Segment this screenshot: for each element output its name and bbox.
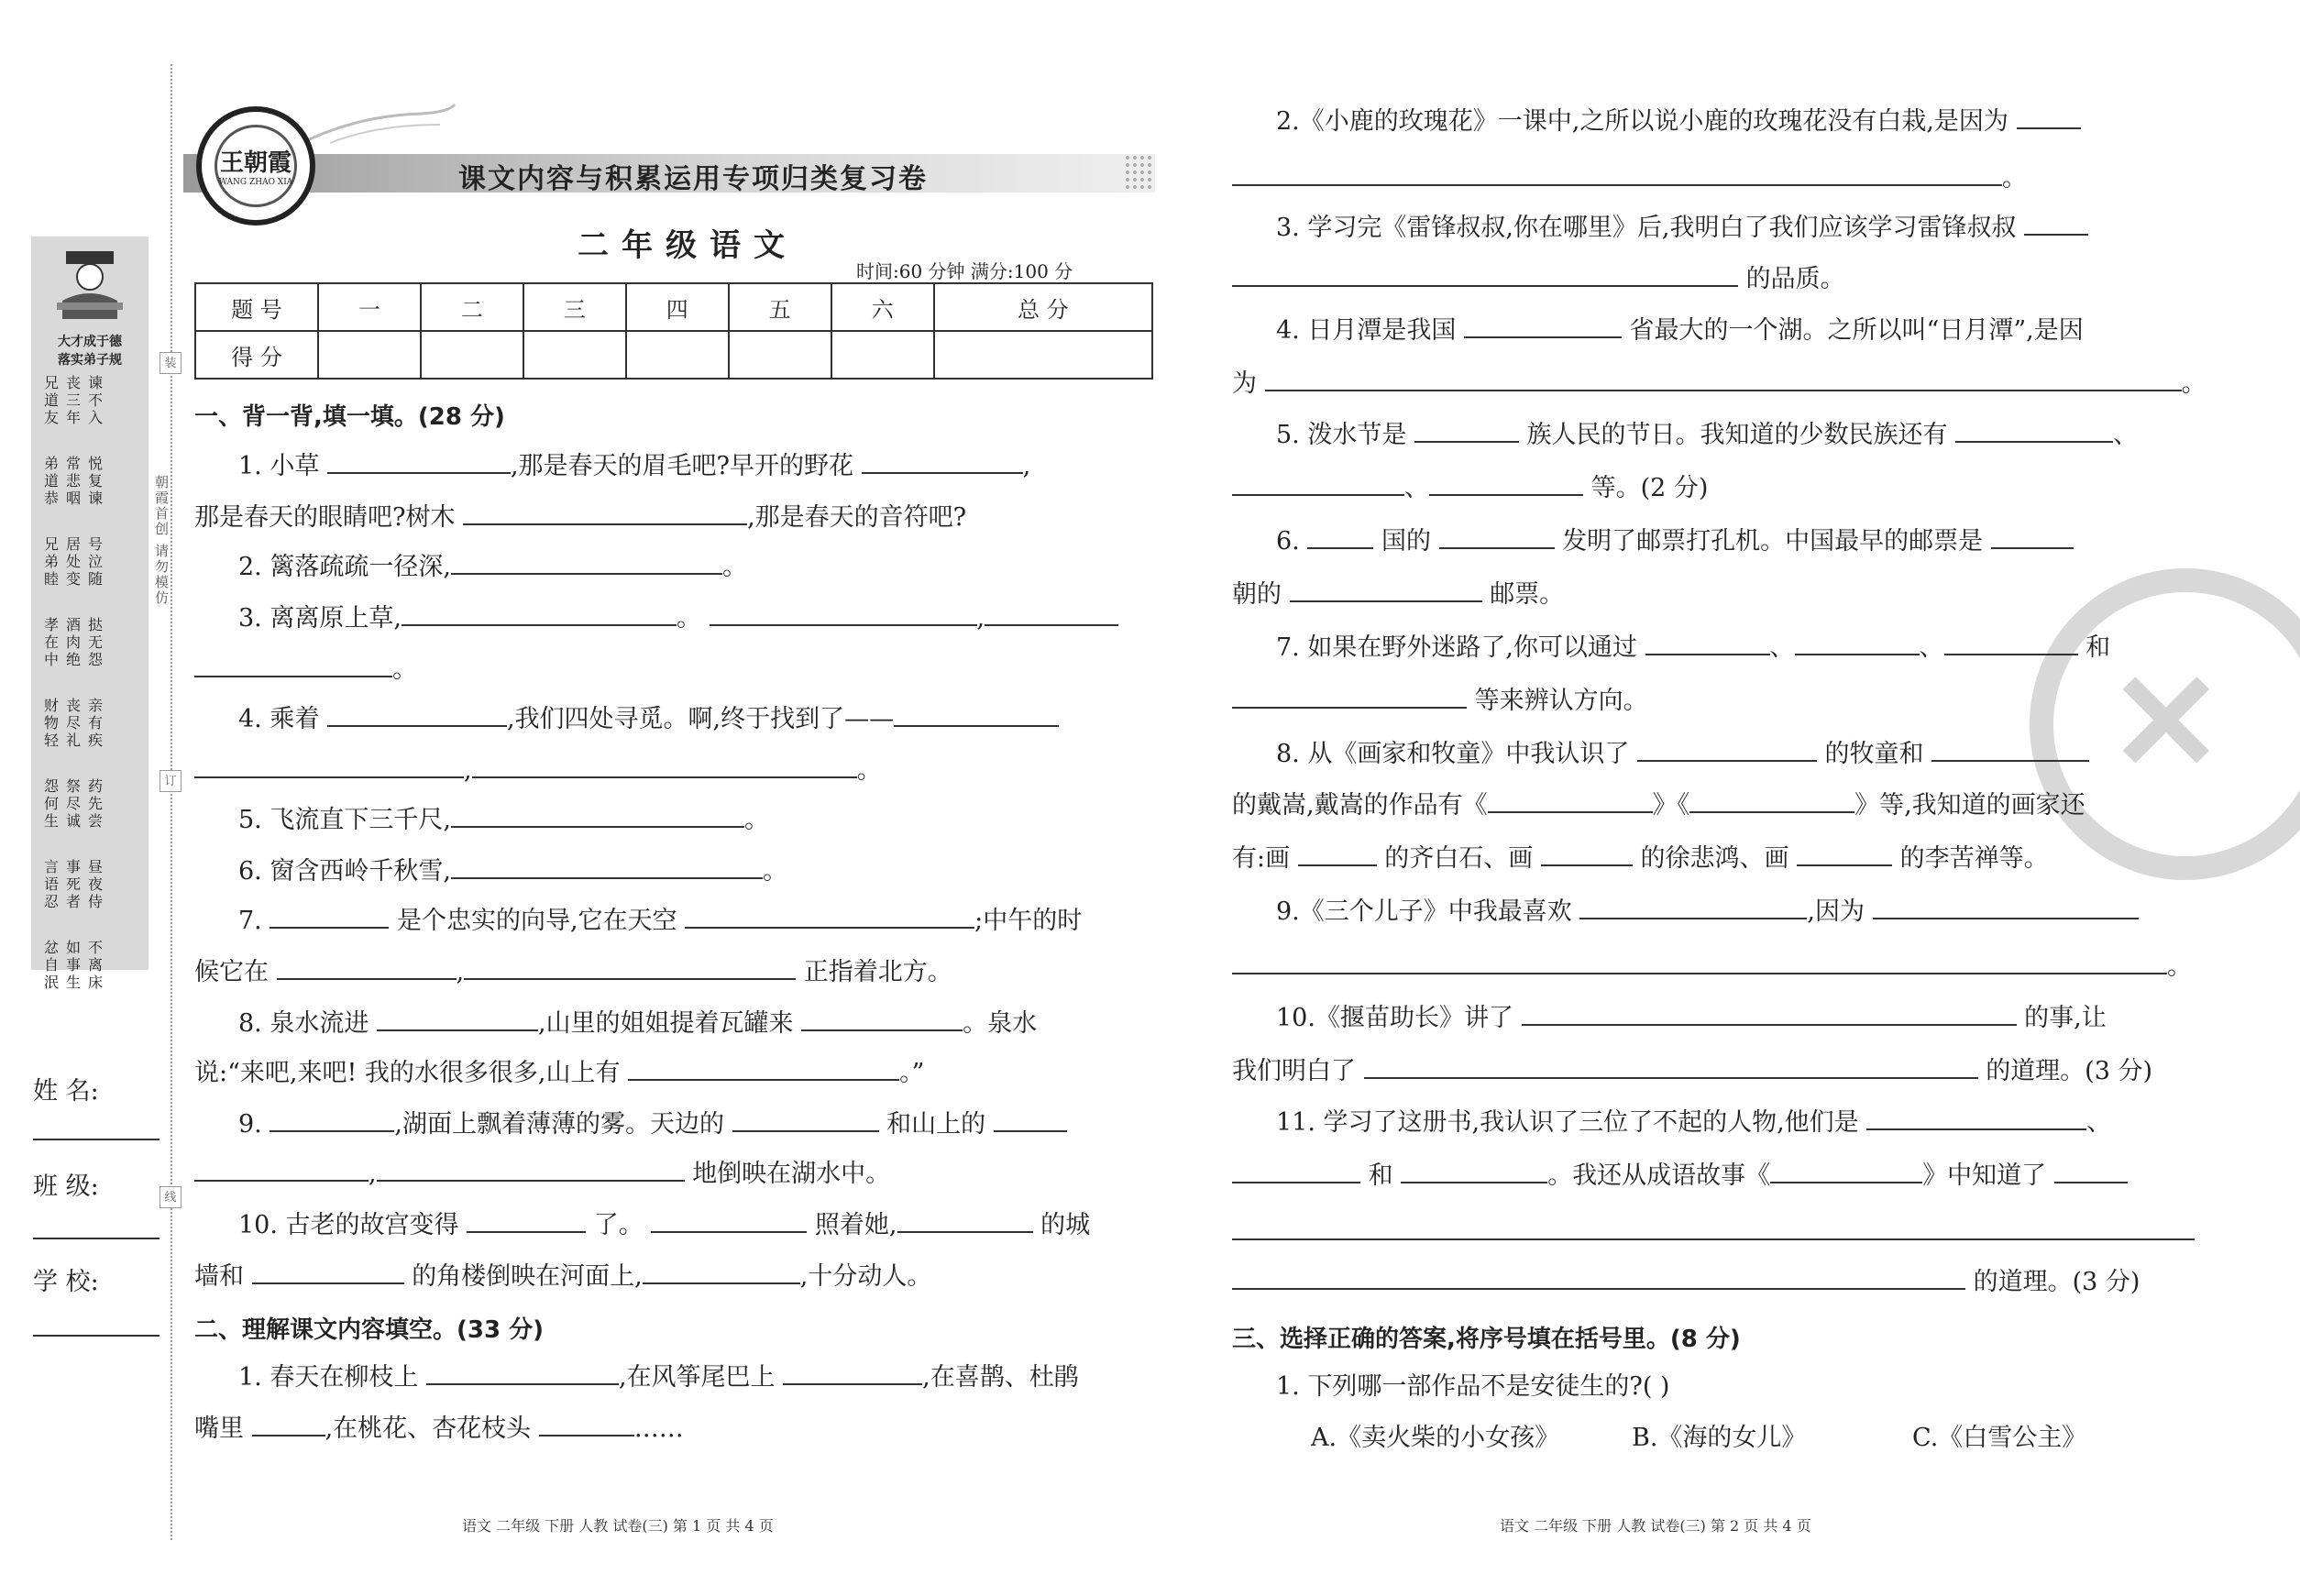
score-cell[interactable]	[523, 331, 626, 379]
time-info: 时间:60 分钟 满分:100 分	[856, 260, 1073, 282]
text: 8. 泉水流进	[238, 1009, 369, 1038]
name-label: 姓 名:	[33, 1077, 99, 1106]
text: 1. 春天在柳枝上	[238, 1363, 419, 1392]
question-2-4	[1276, 314, 2084, 348]
binding-mark-1: 装	[160, 352, 182, 374]
page-1-footer: 语文 二年级 下册 人教 试卷(三) 第 1 页 共 4 页	[462, 1517, 774, 1535]
blank[interactable]	[377, 1160, 685, 1182]
exam-title: 课文内容与积累运用专项归类复习卷	[458, 163, 928, 195]
text: 3. 离离原上草,	[238, 604, 402, 633]
score-table-score-row	[195, 331, 1152, 379]
blank[interactable]	[783, 1363, 922, 1385]
sidebar-verse-column: 酒 肉 绝	[65, 616, 81, 668]
sidebar-verse-group	[40, 374, 139, 455]
text: 10.《揠苗助长》讲了	[1276, 1004, 1513, 1032]
section-2-heading: 二、理解课文内容填空。(33 分)	[194, 1316, 544, 1344]
question-2-11	[1276, 1106, 2111, 1140]
sidebar-verse-group	[40, 455, 139, 535]
question-2-10-cont	[1232, 1054, 2152, 1089]
question-1-4	[238, 702, 1059, 737]
text: ……	[633, 1414, 684, 1443]
question-1-9	[238, 1107, 1067, 1142]
sidebar-verse-group	[40, 858, 139, 939]
blank[interactable]	[651, 1211, 807, 1233]
question-2-11-cont2	[1232, 1216, 2195, 1250]
blank[interactable]	[1464, 316, 1622, 338]
blank[interactable]	[2054, 1161, 2128, 1183]
text: 》中知道了	[1922, 1161, 2047, 1190]
sidebar-verse-column: 言 语 忍	[43, 858, 59, 910]
question-2-11-cont	[1232, 1159, 2128, 1194]
text: 6. 窗含西岭千秋雪,	[238, 857, 451, 886]
score-cell[interactable]	[318, 331, 421, 379]
text: 6.	[1276, 527, 1300, 556]
text: 候它在	[194, 958, 269, 986]
question-1-10	[238, 1208, 1090, 1243]
text: 和山上的	[886, 1110, 986, 1139]
choice-b[interactable]: B.《海的女儿》	[1632, 1424, 1807, 1452]
sidebar-motto-2: 落实弟子规	[58, 353, 122, 368]
sidebar-verse-group	[40, 697, 139, 777]
blank[interactable]	[252, 1262, 404, 1284]
text: 、	[1919, 633, 1944, 662]
sidebar-verse-column: 药 先 尝	[87, 777, 103, 830]
score-header-cell: 一	[318, 283, 421, 331]
text: 3. 学习完《雷锋叔叔,你在哪里》后,我明白了我们应该学习雷锋叔叔	[1276, 214, 2017, 242]
blank[interactable]	[1401, 1161, 1547, 1183]
choice-c[interactable]: C.《白雪公主》	[1912, 1424, 2087, 1452]
text: 朝的	[1232, 580, 1282, 609]
question-1-7-cont	[194, 955, 952, 990]
publisher-logo	[196, 106, 315, 226]
text: 的李苦禅等。	[1899, 844, 2049, 873]
section-3-heading: 三、选择正确的答案,将序号填在括号里。(8 分)	[1232, 1326, 1741, 1353]
blank[interactable]	[1637, 740, 1817, 762]
sidebar-verse-column: 昼 夜 侍	[87, 858, 103, 910]
text: 。	[743, 806, 769, 834]
text: 嘴里	[194, 1414, 244, 1443]
text: 的徐悲鸿、画	[1640, 844, 1789, 873]
text: 。	[856, 756, 882, 785]
sidebar-verse-group	[40, 535, 139, 616]
text: 等。(2 分)	[1590, 474, 1709, 502]
blank[interactable]	[194, 756, 464, 778]
scholar-illustration-icon	[50, 246, 130, 326]
question-2-11-cont3	[1232, 1265, 2140, 1300]
blank[interactable]	[894, 705, 1059, 727]
blank[interactable]	[1991, 527, 2074, 549]
text: 的角楼倒映在河面上,	[412, 1262, 643, 1291]
blank[interactable]	[472, 756, 857, 778]
score-header-cell: 三	[523, 283, 626, 331]
blank[interactable]	[732, 1110, 879, 1132]
blank[interactable]	[377, 1009, 538, 1031]
score-cell[interactable]	[831, 331, 934, 379]
blank[interactable]	[1298, 844, 1377, 866]
school-field[interactable]	[33, 1335, 160, 1337]
text: 的城	[1040, 1211, 1091, 1239]
blank[interactable]	[270, 907, 389, 929]
score-table	[194, 282, 1153, 380]
blank[interactable]	[897, 1211, 1033, 1233]
question-1-1	[238, 449, 1030, 484]
blank[interactable]	[1439, 527, 1555, 549]
sidebar-verse-column: 不 离 床	[87, 939, 103, 991]
sidebar-verse-column: 孝 在 中	[43, 616, 59, 668]
blank[interactable]	[327, 452, 511, 474]
text: ,那是春天的眉毛吧?早开的野花	[510, 452, 853, 480]
sidebar-verses	[40, 374, 139, 1019]
sidebar-verse-group	[40, 616, 139, 697]
text: ;中午的时	[974, 907, 1083, 935]
question-2-3-cont	[1232, 262, 1845, 297]
text: 墙和	[194, 1262, 244, 1291]
text: ,我们四处寻觅。啊,终于找到了——	[506, 705, 895, 733]
text: 说:“来吧,来吧! 我的水很多很多,山上有	[194, 1059, 621, 1087]
text: 2. 篱落疏疏一径深,	[238, 553, 451, 581]
sidebar-motto-1: 大才成于德	[58, 335, 122, 349]
sidebar-verse-column: 丧 尽 礼	[65, 697, 81, 749]
text: ,山里的姐姐提着瓦罐来	[537, 1009, 794, 1038]
blank[interactable]	[467, 1211, 586, 1233]
question-2-1	[238, 1360, 1079, 1395]
text: 的戴嵩,戴嵩的作品有《	[1232, 791, 1488, 820]
blank[interactable]	[1541, 844, 1633, 866]
text: 5. 飞流直下三千尺,	[238, 806, 451, 834]
text: 、	[1769, 633, 1795, 662]
class-field[interactable]	[33, 1238, 160, 1239]
blank[interactable]	[1232, 1161, 1360, 1183]
sidebar-verse-column: 居 处 变	[65, 535, 81, 588]
question-2-10	[1276, 1001, 2107, 1036]
text: 4. 乘着	[238, 705, 320, 733]
text: 发明了邮票打孔机。中国最早的邮票是	[1562, 527, 1984, 556]
blank[interactable]	[1232, 474, 1404, 496]
text: 的道理。(3 分)	[1973, 1268, 2140, 1296]
blank[interactable]	[327, 705, 507, 727]
blank[interactable]	[985, 604, 1118, 626]
blank[interactable]	[1290, 580, 1482, 602]
sidebar-vertical-label: 朝霞首创 请勿模仿	[153, 475, 170, 606]
blank[interactable]	[1232, 265, 1738, 287]
text: ,	[369, 1160, 377, 1188]
text: ,在桃花、杏花枝头	[325, 1414, 532, 1443]
subject-title: 二年级语文	[578, 227, 798, 264]
blank[interactable]	[451, 553, 722, 575]
text: 国的	[1381, 527, 1431, 556]
question-1-3	[238, 601, 1118, 636]
text: 了。	[593, 1211, 644, 1239]
blank[interactable]	[2024, 214, 2088, 236]
text: 。泉水	[963, 1009, 1038, 1038]
blank[interactable]	[1689, 791, 1854, 813]
sidebar-verse-group	[40, 777, 139, 858]
question-1-5	[238, 803, 769, 838]
score-header-cell: 六	[831, 283, 934, 331]
text: 、	[2086, 1108, 2112, 1137]
question-1-2	[238, 550, 747, 585]
choice-a[interactable]: A.《卖火柴的小女孩》	[1311, 1424, 1560, 1452]
sidebar-verse-column: 悦 复 谏	[87, 455, 103, 507]
text: 照着她,	[814, 1211, 897, 1239]
question-2-2	[1276, 105, 2081, 139]
school-label: 学 校:	[33, 1268, 99, 1296]
band-dot-pattern	[1124, 154, 1155, 193]
text: 、	[1404, 474, 1429, 502]
blank[interactable]	[1795, 633, 1920, 655]
text: 。	[2181, 369, 2206, 398]
question-2-9-cont	[1232, 950, 2192, 985]
question-1-6	[238, 854, 787, 889]
sidebar-verse-column: 常 悲 咽	[65, 455, 81, 507]
text: 那是春天的眼睛吧?树木	[194, 503, 456, 532]
text: 。	[2167, 952, 2192, 981]
text: 5. 泼水节是	[1276, 421, 1407, 449]
text: ,	[1022, 452, 1031, 480]
text: 和	[1368, 1161, 1393, 1190]
text: ,在风筝尾巴上	[618, 1363, 776, 1392]
text: 我们明白了	[1232, 1057, 1356, 1085]
sidebar-verse-column: 祭 尽 诚	[65, 777, 81, 830]
sidebar-verse-column: 兄 道 友	[43, 374, 59, 426]
blank[interactable]	[1414, 421, 1519, 443]
question-2-2-cont	[1232, 161, 2027, 196]
score-cell[interactable]	[934, 331, 1152, 379]
text: 等来辨认方向。	[1474, 687, 1648, 715]
blank[interactable]	[270, 1110, 394, 1132]
sidebar-verse-column: 挞 无 怨	[87, 616, 103, 668]
text: ,	[464, 756, 472, 785]
question-2-8-cont	[1232, 788, 2085, 823]
logo-brand-en: WANG ZHAO XIA	[218, 178, 293, 187]
text: 》等,我知道的画家还	[1854, 791, 2085, 820]
text: 是个忠实的向导,它在天空	[396, 907, 677, 935]
blank[interactable]	[194, 655, 392, 677]
question-3-1: 1. 下列哪一部作品不是安徒生的?( )	[1276, 1372, 1670, 1401]
blank[interactable]	[451, 857, 763, 879]
blank[interactable]	[463, 503, 747, 525]
score-cell[interactable]	[421, 331, 523, 379]
question-1-4-cont	[194, 754, 882, 788]
sidebar-verse-column: 弟 道 恭	[43, 455, 59, 507]
blank[interactable]	[1232, 164, 2002, 186]
text: 9.《三个儿子》中我最喜欢	[1276, 897, 1572, 926]
blank[interactable]	[277, 958, 457, 980]
question-2-5-cont	[1232, 471, 1708, 506]
blank[interactable]	[1873, 897, 2139, 919]
question-1-3-cont	[194, 653, 417, 688]
blank[interactable]	[628, 1059, 899, 1081]
question-1-8-cont	[194, 1056, 924, 1091]
blank[interactable]	[1307, 527, 1373, 549]
sidebar-verse-column: 事 死 者	[65, 858, 81, 910]
text: 。	[762, 857, 787, 886]
sidebar-verse-group	[40, 939, 139, 1019]
text: 11. 学习了这册书,我认识了三位了不起的人物,他们是	[1276, 1108, 1859, 1137]
text: 和	[2085, 633, 2111, 662]
text: ,在喜鹊、杜鹃	[922, 1363, 1079, 1392]
text: 地倒映在湖水中。	[692, 1160, 891, 1188]
binding-mark-2: 订	[160, 770, 182, 792]
question-2-3	[1276, 211, 2088, 246]
score-header-cell: 二	[421, 283, 523, 331]
score-header-cell: 题 号	[195, 283, 318, 331]
text: 2.《小鹿的玫瑰花》一课中,之所以说小鹿的玫瑰花没有白栽,是因为	[1276, 107, 2008, 136]
text: 1. 小草	[238, 452, 320, 480]
text: 10. 古老的故宫变得	[238, 1211, 459, 1239]
blank[interactable]	[1770, 1161, 1922, 1183]
blank[interactable]	[1232, 1268, 1965, 1290]
text: 。”	[899, 1059, 925, 1087]
sidebar-verse-column: 财 物 轻	[43, 697, 59, 749]
logo-brand: 王朝霞	[219, 149, 292, 177]
blank[interactable]	[2017, 107, 2081, 129]
text: 的品质。	[1745, 265, 1845, 293]
question-2-6-cont	[1232, 578, 1564, 612]
question-2-4-cont	[1232, 367, 2206, 402]
question-2-1-cont	[194, 1412, 684, 1447]
text: 为	[1232, 369, 1257, 398]
text: 族人民的节日。我知道的少数民族还有	[1526, 421, 1948, 449]
blank[interactable]	[1645, 633, 1770, 655]
binding-line	[171, 64, 172, 1540]
question-2-8-cont2	[1232, 842, 2049, 876]
score-cell[interactable]	[729, 331, 831, 379]
blank[interactable]	[862, 452, 1023, 474]
score-header-cell: 五	[729, 283, 831, 331]
text: 8. 从《画家和牧童》中我认识了	[1276, 740, 1630, 768]
blank[interactable]	[1579, 897, 1807, 919]
question-2-6	[1276, 524, 2074, 559]
binding-mark-3: 线	[160, 1186, 182, 1208]
text: 。	[392, 655, 417, 684]
sidebar-verse-column: 如 事 生	[65, 939, 81, 991]
blank[interactable]	[801, 1009, 963, 1031]
blank[interactable]	[994, 1110, 1067, 1132]
text: 的道理。(3 分)	[1986, 1057, 2153, 1085]
text: 的齐白石、画	[1384, 844, 1534, 873]
blank[interactable]	[1232, 687, 1467, 709]
sidebar-strip	[31, 237, 149, 991]
blank[interactable]	[1866, 1108, 2086, 1130]
blank[interactable]	[710, 604, 977, 626]
question-1-9-cont	[194, 1157, 890, 1192]
text: 7. 如果在野外迷路了,你可以通过	[1276, 633, 1637, 662]
text: ,湖面上飘着薄薄的雾。天边的	[394, 1110, 724, 1139]
text: 。	[2002, 164, 2027, 193]
text: ,	[456, 958, 465, 986]
blank[interactable]	[685, 907, 974, 929]
blank[interactable]	[451, 806, 744, 828]
question-1-1-cont	[194, 501, 966, 535]
text: 9.	[238, 1110, 262, 1139]
blank[interactable]	[643, 1262, 800, 1284]
question-2-7	[1276, 631, 2110, 666]
sidebar-verse-column: 丧 三 年	[65, 374, 81, 426]
sidebar-verse-column: 号 泣 随	[87, 535, 103, 588]
blank[interactable]	[1265, 369, 2182, 391]
text: 7.	[238, 907, 262, 935]
text: ,十分动人。	[799, 1262, 932, 1291]
text: 有:画	[1232, 844, 1291, 873]
class-label: 班 级:	[33, 1172, 99, 1201]
page-2-footer: 语文 二年级 下册 人教 试卷(三) 第 2 页 共 4 页	[1500, 1517, 1811, 1535]
score-table-header-row	[195, 283, 1152, 331]
text: 。	[721, 553, 747, 581]
sidebar-verse-column: 谏 不 入	[87, 374, 103, 426]
text: 邮票。	[1490, 580, 1565, 609]
blank[interactable]	[1364, 1057, 1978, 1079]
blank[interactable]	[1955, 421, 2113, 443]
text: 4. 日月潭是我国	[1276, 316, 1457, 345]
score-header-cell: 总 分	[934, 283, 1152, 331]
blank[interactable]	[402, 604, 677, 626]
text: 。我还从成语故事《	[1547, 1161, 1771, 1190]
blank[interactable]	[1944, 633, 2078, 655]
sidebar-verse-column: 亲 有 疾	[87, 697, 103, 749]
text: 。	[676, 604, 701, 633]
text: 省最大的一个湖。之所以叫“日月潭”,是因	[1629, 316, 2084, 345]
sidebar-verse-column: 怨 何 生	[43, 777, 59, 830]
question-2-8	[1276, 737, 2089, 772]
blank[interactable]	[539, 1414, 634, 1436]
confidential-stamp-glyph-icon: ✕	[2108, 642, 2224, 803]
score-row-label: 得 分	[195, 331, 318, 379]
blank[interactable]	[1429, 474, 1583, 496]
text: 的牧童和	[1824, 740, 1924, 768]
text: 正指着北方。	[803, 958, 952, 986]
blank[interactable]	[194, 1160, 369, 1182]
text: 的事,让	[2024, 1004, 2107, 1032]
question-2-7-cont	[1232, 684, 1648, 719]
name-field[interactable]	[33, 1139, 160, 1140]
text: 》《	[1652, 791, 1690, 820]
blank[interactable]	[1488, 791, 1653, 813]
blank[interactable]	[426, 1363, 619, 1385]
text: 、	[2113, 421, 2139, 449]
blank[interactable]	[252, 1414, 325, 1436]
question-1-8	[238, 1007, 1037, 1041]
sidebar-verse-column: 忿 自 泯	[43, 939, 59, 991]
text: ,因为	[1807, 897, 1865, 926]
text: ,	[976, 604, 985, 633]
section-1-heading: 一、背一背,填一填。(28 分)	[194, 403, 505, 431]
text: ,那是春天的音符吧?	[747, 503, 967, 532]
question-1-7	[238, 904, 1082, 939]
blank[interactable]	[464, 958, 796, 980]
score-header-cell: 四	[626, 283, 729, 331]
blank[interactable]	[1797, 844, 1892, 866]
blank[interactable]	[1232, 1218, 2195, 1240]
blank[interactable]	[1232, 952, 2167, 974]
score-cell[interactable]	[626, 331, 729, 379]
question-1-10-cont	[194, 1260, 931, 1294]
blank[interactable]	[1522, 1004, 2017, 1026]
blank[interactable]	[1931, 740, 2089, 762]
question-2-9	[1276, 895, 2139, 930]
sidebar-verse-column: 兄 弟 睦	[43, 535, 59, 588]
question-2-5	[1276, 418, 2138, 453]
